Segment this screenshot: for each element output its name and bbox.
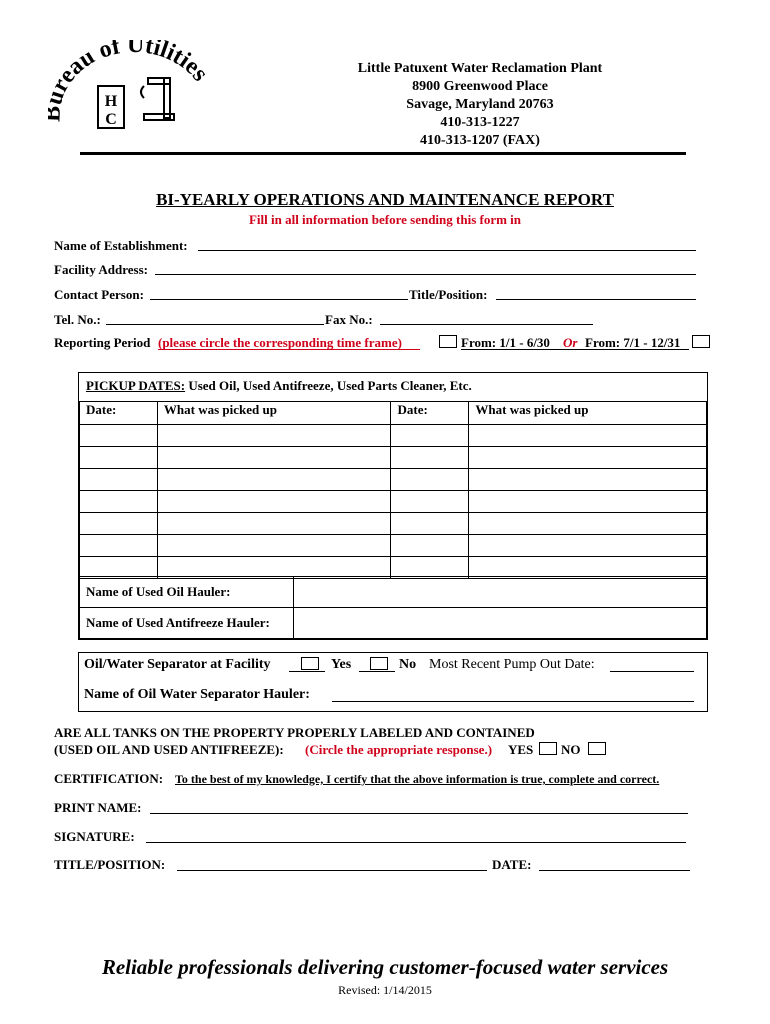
item-column-header: What was picked up — [469, 402, 707, 425]
signature-field[interactable] — [146, 842, 686, 843]
fill-instruction: Fill in all information before sending this form in — [248, 212, 522, 227]
pickup-item-cell[interactable] — [157, 491, 391, 513]
or-label: Or — [563, 335, 578, 350]
pickup-item-cell[interactable] — [157, 535, 391, 557]
report-title: BI-YEARLY OPERATIONS AND MAINTENANCE REPORT — [156, 190, 614, 209]
table-row — [80, 447, 707, 469]
pickup-date-cell[interactable] — [80, 447, 158, 469]
separator-yes-checkbox[interactable] — [301, 657, 319, 670]
date-field[interactable] — [539, 870, 690, 871]
tel-label: Tel. No.: — [54, 312, 101, 327]
title-position-label: Title/Position: — [409, 287, 488, 302]
pickup-rows — [80, 425, 707, 579]
tanks-no-checkbox[interactable] — [588, 742, 606, 755]
pump-out-field[interactable] — [610, 671, 694, 672]
print-name-field[interactable] — [150, 813, 688, 814]
pickup-item-cell[interactable] — [157, 425, 391, 447]
pickup-date-cell[interactable] — [80, 535, 158, 557]
svg-text:Bureau of Utilities — [48, 40, 213, 122]
pickup-item-cell[interactable] — [157, 469, 391, 491]
address-label: Facility Address: — [54, 262, 149, 277]
pump-out-label: Most Recent Pump Out Date: — [429, 657, 595, 672]
pickup-date-cell[interactable] — [391, 425, 469, 447]
bureau-of-utilities-logo — [48, 40, 218, 140]
period-2-label: From: 7/1 - 12/31 — [585, 335, 681, 350]
oil-water-separator-section — [78, 652, 708, 712]
pickup-date-cell[interactable] — [80, 513, 158, 535]
oil-hauler-row — [80, 577, 707, 608]
pickup-date-cell[interactable] — [80, 491, 158, 513]
pickup-item-cell[interactable] — [469, 513, 707, 535]
separator-hauler-field[interactable] — [332, 701, 694, 702]
period-1-checkbox[interactable] — [439, 335, 457, 348]
separator-no-label: No — [399, 657, 417, 672]
period-underline — [461, 349, 689, 350]
pickup-title-label: PICKUP DATES: — [86, 378, 186, 393]
pickup-dates-section — [78, 372, 708, 640]
print-name-label: PRINT NAME: — [54, 800, 142, 815]
reporting-period-note: (please circle the corresponding time frame) — [158, 335, 402, 350]
reporting-note-underline — [158, 349, 420, 350]
period-1-label: From: 1/1 - 6/30 — [461, 335, 550, 350]
date-label: DATE: — [492, 857, 532, 872]
reporting-period-label: Reporting Period — [54, 335, 151, 350]
tel-field[interactable] — [106, 324, 324, 325]
revision-date: Revised: 1/14/2015 — [338, 983, 432, 997]
separator-label: Oil/Water Separator at Facility — [84, 657, 271, 672]
antifreeze-hauler-label: Name of Used Antifreeze Hauler: — [80, 608, 294, 639]
tanks-yes-checkbox[interactable] — [539, 742, 557, 755]
table-row — [80, 535, 707, 557]
pickup-item-cell[interactable] — [469, 469, 707, 491]
hauler-table — [79, 576, 707, 639]
tanks-no-label: NO — [561, 742, 581, 757]
table-row — [80, 425, 707, 447]
footer-tagline: Reliable professionals delivering customer-focused water services — [101, 955, 669, 979]
separator-no-checkbox[interactable] — [370, 657, 388, 670]
separator-yes-label: Yes — [331, 657, 352, 672]
date-column-header: Date: — [80, 402, 158, 425]
pickup-title-items: Used Oil, Used Antifreeze, Used Parts Cleaner, Etc. — [185, 378, 472, 393]
pickup-date-cell[interactable] — [80, 469, 158, 491]
pickup-item-cell[interactable] — [469, 535, 707, 557]
oil-hauler-label: Name of Used Oil Hauler: — [80, 577, 294, 608]
pickup-item-cell[interactable] — [157, 513, 391, 535]
contact-field[interactable] — [150, 299, 408, 300]
tanks-question: ARE ALL TANKS ON THE PROPERTY PROPERLY LABELED AND CONTAINED — [54, 725, 535, 740]
plant-name: Little Patuxent Water Reclamation Plant — [357, 61, 603, 76]
tanks-circle-note: (Circle the appropriate response.) — [305, 742, 493, 757]
pickup-item-cell[interactable] — [157, 447, 391, 469]
tanks-subject: (USED OIL AND USED ANTIFREEZE): — [54, 742, 284, 757]
pickup-table — [79, 401, 707, 579]
pickup-header-row — [80, 402, 707, 425]
pickup-date-cell[interactable] — [391, 513, 469, 535]
fax-field[interactable] — [380, 324, 593, 325]
cert-title-position-label: TITLE/POSITION: — [54, 857, 166, 872]
city-state-zip: Savage, Maryland 20763 — [406, 97, 554, 112]
logo-arc-text: reau of Utilities — [48, 40, 214, 97]
pickup-item-cell[interactable] — [469, 447, 707, 469]
plant-address-block — [270, 60, 690, 150]
cert-title-position-field[interactable] — [177, 870, 487, 871]
pickup-date-cell[interactable] — [391, 469, 469, 491]
logo-graphic — [48, 40, 218, 140]
antifreeze-hauler-field[interactable] — [293, 608, 706, 639]
logo-monogram-c: C — [105, 111, 117, 128]
separator-yes-underline — [289, 671, 325, 672]
pickup-date-cell[interactable] — [391, 535, 469, 557]
header-divider — [80, 152, 686, 155]
phone-number: 410-313-1227 — [440, 115, 520, 130]
pickup-title — [86, 378, 472, 394]
tanks-yes-label: YES — [508, 742, 534, 757]
fax-label: Fax No.: — [325, 312, 373, 327]
period-2-checkbox[interactable] — [692, 335, 710, 348]
logo-monogram-h: H — [104, 93, 118, 110]
oil-hauler-field[interactable] — [293, 577, 706, 608]
signature-label: SIGNATURE: — [54, 829, 135, 844]
pickup-item-cell[interactable] — [469, 425, 707, 447]
certification-label: CERTIFICATION: — [54, 771, 164, 786]
pickup-date-cell[interactable] — [80, 425, 158, 447]
separator-hauler-label: Name of Oil Water Separator Hauler: — [84, 687, 310, 702]
pickup-item-cell[interactable] — [469, 491, 707, 513]
table-row — [80, 469, 707, 491]
title-position-field[interactable] — [496, 299, 696, 300]
item-column-header: What was picked up — [157, 402, 391, 425]
contact-label: Contact Person: — [54, 287, 144, 302]
separator-no-underline — [359, 671, 395, 672]
address-field[interactable] — [155, 274, 696, 275]
street-address: 8900 Greenwood Place — [412, 79, 548, 94]
pickup-date-cell[interactable] — [391, 447, 469, 469]
establishment-field[interactable] — [198, 250, 696, 251]
fax-number: 410-313-1207 (FAX) — [420, 133, 540, 148]
establishment-label: Name of Establishment: — [54, 238, 188, 253]
table-row — [80, 491, 707, 513]
pickup-date-cell[interactable] — [391, 491, 469, 513]
date-column-header: Date: — [391, 402, 469, 425]
certification-statement: To the best of my knowledge, I certify that the above information is true, complete and correct. — [175, 772, 660, 786]
antifreeze-hauler-row — [80, 608, 707, 639]
table-row — [80, 513, 707, 535]
